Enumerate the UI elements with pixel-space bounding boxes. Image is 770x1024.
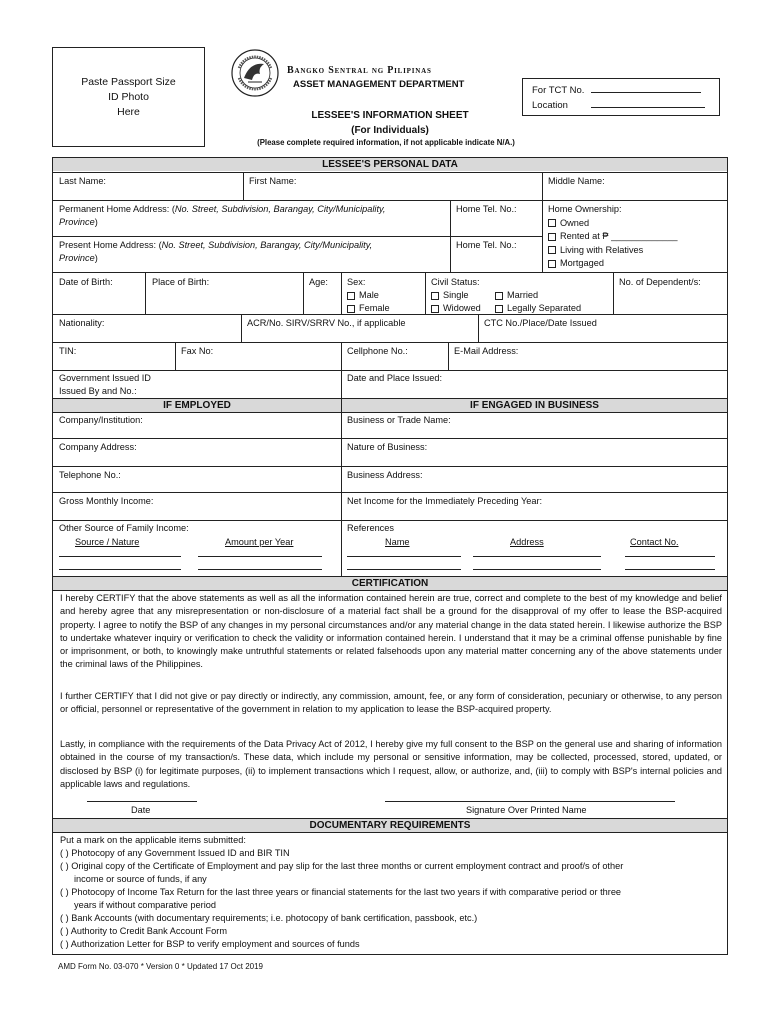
- certification-paragraph-3: Lastly, in compliance with the requirements of the Data Privacy Act of 2012, I hereby give my full consent to the BSP on the general use and sharing of information obtained in the course of my transaction/s. These data, which include my personal or sensitive information, may be collected, processed, stored, updated, or disclosed by BSP (i) for legitimate purposes, (ii) to implement transactions which I request, allow, or authorize, and, (iii) to comply with BSP's internal policies and applicable laws and regulations.: [60, 739, 722, 789]
- tct-field[interactable]: [591, 83, 701, 93]
- nature-business-label: Nature of Business:: [347, 442, 428, 452]
- photo-line-3: Here: [117, 105, 140, 118]
- separated-checkbox[interactable]: [495, 305, 503, 313]
- female-option: Female: [359, 303, 390, 313]
- ref-contact-line-1[interactable]: [625, 556, 715, 557]
- documentary-intro: Put a mark on the applicable items submitted:: [60, 835, 246, 845]
- certification-paragraph-2: I further CERTIFY that I did not give or pay directly or indirectly, any commission, amount, fee, or any form of consideration, pecuniary or otherwise, to any person or official, personnel or representative of the government in relation to my application to lease the BSP-acquired property.: [60, 691, 722, 715]
- cellphone-label: Cellphone No.:: [347, 346, 408, 356]
- dob-label: Date of Birth:: [59, 277, 113, 287]
- if-employed-band: IF EMPLOYED: [53, 399, 341, 412]
- source-line-1[interactable]: [59, 556, 181, 557]
- single-option: Single: [443, 290, 469, 300]
- married-option: Married: [507, 290, 539, 300]
- department-name: ASSET MANAGEMENT DEPARTMENT: [293, 79, 465, 90]
- mortgaged-checkbox[interactable]: [548, 260, 556, 268]
- personal-data-band: LESSEE'S PERSONAL DATA: [53, 158, 727, 171]
- present-address-label: Present Home Address: (No. Street, Subdivision, Barangay, City/Municipality, Province): [59, 240, 373, 263]
- rented-checkbox[interactable]: [548, 233, 556, 241]
- sheet-note: (Please complete required information, if not applicable indicate N/A.): [257, 138, 515, 147]
- amount-line-2[interactable]: [198, 569, 322, 570]
- home-tel-label-2: Home Tel. No.:: [456, 240, 517, 250]
- home-ownership-group: [548, 203, 678, 271]
- ref-address-line-2[interactable]: [473, 569, 601, 570]
- net-income-label: Net Income for the Immediately Preceding Year:: [347, 496, 543, 506]
- telephone-label: Telephone No.:: [59, 470, 121, 480]
- location-field[interactable]: [591, 98, 705, 108]
- certification-band: CERTIFICATION: [53, 577, 727, 590]
- ref-name-col: Name: [385, 537, 410, 547]
- other-source-label: Other Source of Family Income:: [59, 523, 189, 533]
- married-checkbox[interactable]: [495, 292, 503, 300]
- relatives-option: Living with Relatives: [560, 244, 644, 255]
- ctc-label: CTC No./Place/Date Issued: [484, 318, 597, 328]
- ref-name-line-2[interactable]: [347, 569, 461, 570]
- sheet-title-block: [290, 108, 490, 138]
- if-business-band: IF ENGAGED IN BUSINESS: [342, 399, 727, 412]
- home-ownership-label: Home Ownership:: [548, 204, 622, 214]
- req-item-3-cont: years if without comparative period: [74, 900, 216, 910]
- references-label: References: [347, 523, 394, 533]
- ref-contact-col: Contact No.: [630, 537, 679, 547]
- male-option: Male: [359, 290, 379, 300]
- rented-option: Rented at ₱ _____________: [560, 231, 678, 241]
- certification-paragraph-1: I hereby CERTIFY that the above statements as well as all the information contained herein are true, correct and complete to the best of my knowledge and belief and hereby agree that any misrepresentation or non-disclosure of a material fact shall be a ground for the disapproval of my offer to lease the BSP-acquired property. I agree to notify the BSP of any changes in my personal circumstances and/or any material change in the data stated herein. I likewise authorize the BSP to undertake whatever inquiry or verification to check the validity or information contained herein. I understand that it may be a criminal offense punishable by fine or imprisonment, or both, to knowingly make untruthful statements or related falsehoods upon any material matter concerning any of the above statements under the criminal laws of the Philippines.: [60, 593, 722, 670]
- req-item-4[interactable]: ( ) Bank Accounts (with documentary requirements; i.e. photocopy of bank certification, passbook, etc.): [60, 913, 478, 923]
- photo-line-1: Paste Passport Size: [81, 75, 176, 88]
- source-line-2[interactable]: [59, 569, 181, 570]
- male-checkbox[interactable]: [347, 292, 355, 300]
- email-label: E-Mail Address:: [454, 346, 519, 356]
- gross-income-label: Gross Monthly Income:: [59, 496, 154, 506]
- date-place-issued-label: Date and Place Issued:: [347, 373, 442, 383]
- dependents-label: No. of Dependent/s:: [619, 277, 701, 287]
- last-name-label: Last Name:: [59, 176, 106, 186]
- mortgaged-option: Mortgaged: [560, 258, 604, 268]
- female-checkbox[interactable]: [347, 305, 355, 313]
- ref-address-col: Address: [510, 537, 544, 547]
- acr-label: ACR/No. SIRV/SRRV No., if applicable: [247, 318, 406, 328]
- owned-checkbox[interactable]: [548, 219, 556, 227]
- widowed-checkbox[interactable]: [431, 305, 439, 313]
- ref-name-line-1[interactable]: [347, 556, 461, 557]
- first-name-label: First Name:: [249, 176, 297, 186]
- owned-option: Owned: [560, 217, 590, 228]
- photo-placeholder-box: [52, 47, 205, 147]
- trade-name-label: Business or Trade Name:: [347, 415, 451, 425]
- location-label: Location: [532, 100, 568, 111]
- signature-line[interactable]: [385, 801, 675, 802]
- sex-label: Sex:: [347, 277, 366, 287]
- sheet-title: LESSEE'S INFORMATION SHEET: [311, 110, 469, 121]
- bsp-seal-icon: [230, 48, 280, 98]
- civil-status-group: [431, 276, 621, 315]
- req-item-2[interactable]: ( ) Original copy of the Certificate of Employment and pay slip for the last three months or current employment contract and proof/s of other: [60, 861, 624, 871]
- pob-label: Place of Birth:: [152, 277, 210, 287]
- lessee-form: [52, 157, 728, 955]
- date-label: Date: [131, 805, 151, 815]
- ref-contact-line-2[interactable]: [625, 569, 715, 570]
- relatives-checkbox[interactable]: [548, 246, 556, 254]
- separated-option: Legally Separated: [507, 303, 582, 313]
- company-address-label: Company Address:: [59, 442, 137, 452]
- amount-line-1[interactable]: [198, 556, 322, 557]
- middle-name-label: Middle Name:: [548, 176, 605, 186]
- amount-year-col: Amount per Year: [225, 537, 294, 547]
- widowed-option: Widowed: [443, 303, 481, 313]
- tct-label: For TCT No.: [532, 85, 585, 96]
- photo-line-2: ID Photo: [108, 90, 149, 103]
- sex-group: [347, 276, 390, 315]
- sheet-subtitle: (For Individuals): [351, 125, 429, 136]
- req-item-3[interactable]: ( ) Photocopy of Income Tax Return for the last three years or financial statements for the last two years if with comparative period or three: [60, 887, 622, 897]
- req-item-2-cont: income or source of funds, if any: [74, 874, 207, 884]
- req-item-5[interactable]: ( ) Authority to Credit Bank Account Form: [60, 926, 227, 936]
- date-signature-line[interactable]: [87, 801, 197, 802]
- source-nature-col: Source / Nature: [75, 537, 140, 547]
- age-label: Age:: [309, 277, 328, 287]
- form-footer: AMD Form No. 03-070 * Version 0 * Updated 17 Oct 2019: [58, 962, 263, 971]
- business-address-label: Business Address:: [347, 470, 423, 480]
- home-tel-label: Home Tel. No.:: [456, 204, 517, 214]
- tin-label: TIN:: [59, 346, 77, 356]
- fax-label: Fax No:: [181, 346, 214, 356]
- documentary-list: [60, 834, 722, 951]
- req-item-6[interactable]: ( ) Authorization Letter for BSP to verify employment and sources of funds: [60, 939, 360, 949]
- documentary-band: DOCUMENTARY REQUIREMENTS: [53, 819, 727, 832]
- nationality-label: Nationality:: [59, 318, 105, 328]
- permanent-address-label: Permanent Home Address: (No. Street, Subdivision, Barangay, City/Municipality, Province): [59, 204, 386, 227]
- company-label: Company/Institution:: [59, 415, 143, 425]
- req-item-1[interactable]: ( ) Photocopy of any Government Issued ID and BIR TIN: [60, 848, 290, 858]
- civil-status-label: Civil Status:: [431, 277, 480, 287]
- bank-name: Bangko Sentral ng Pilipinas: [287, 65, 432, 76]
- single-checkbox[interactable]: [431, 292, 439, 300]
- signature-label: Signature Over Printed Name: [466, 805, 587, 815]
- ref-address-line-1[interactable]: [473, 556, 601, 557]
- tct-box: [522, 78, 720, 116]
- gov-id-label: Government Issued ID Issued By and No.:: [59, 373, 151, 396]
